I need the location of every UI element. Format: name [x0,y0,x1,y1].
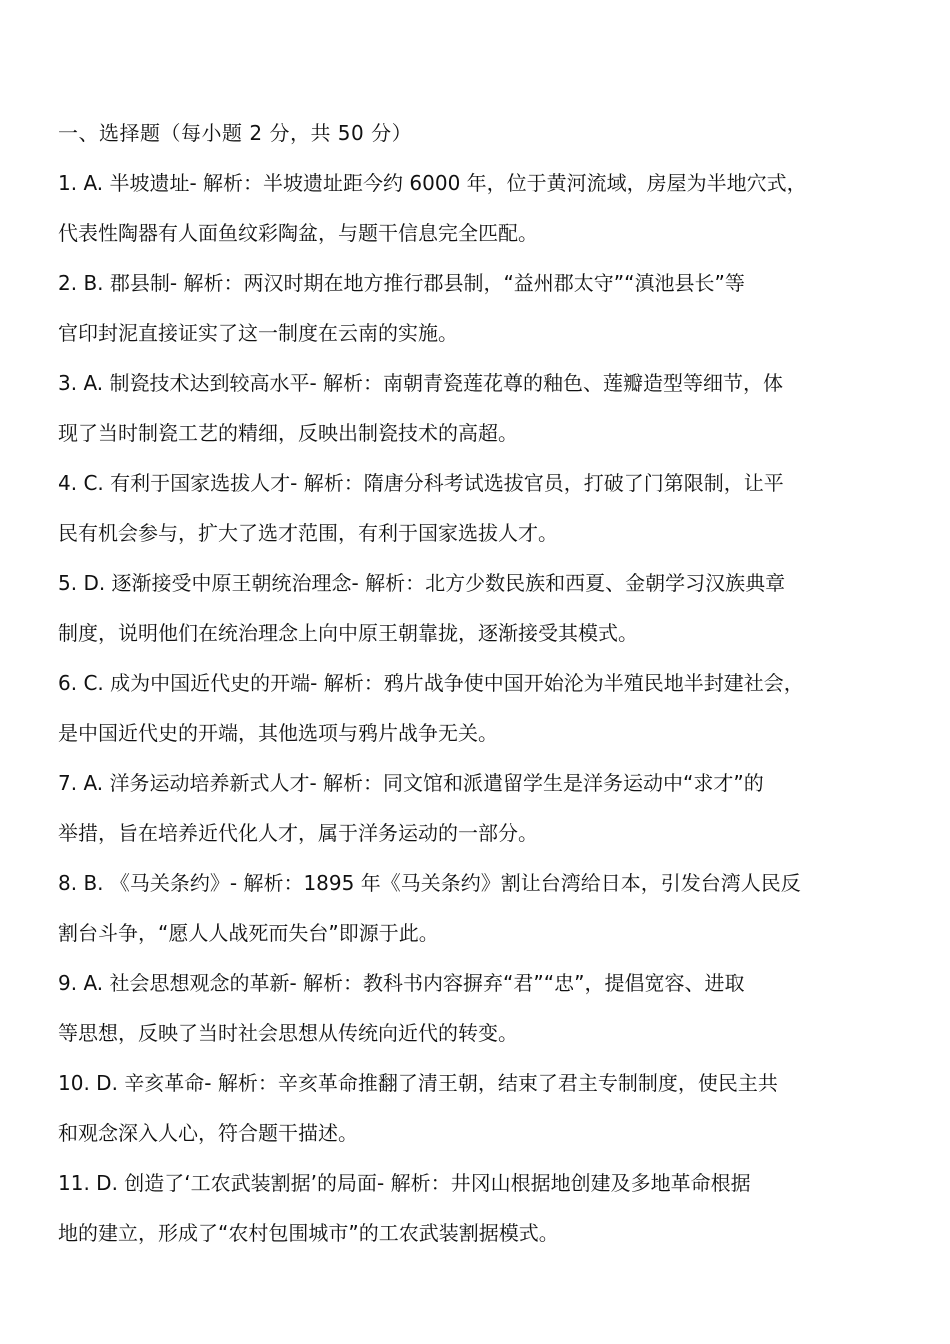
answer-4-line-1: 4. C. 有利于国家选拔人才- 解析：隋唐分科考试选拔官员，打破了门第限制，让平 [58,471,784,495]
answer-11-line-1: 11. D. 创造了‘工农武装割据’的局面- 解析：井冈山根据地创建及多地革命根据 [58,1171,751,1195]
answer-item-5 [58,558,896,658]
answer-item-2 [58,258,896,358]
answer-8-line-1: 8. B. 《马关条约》- 解析：1895 年《马关条约》割让台湾给日本，引发台湾人民反 [58,871,801,895]
answer-10-line-2: 和观念深入人心，符合题干描述。 [58,1121,358,1145]
answer-item-10 [58,1058,896,1158]
answer-1-line-2: 代表性陶器有人面鱼纹彩陶盆，与题干信息完全匹配。 [58,221,538,245]
answer-11-line-2: 地的建立，形成了“农村包围城市”的工农武装割据模式。 [58,1221,559,1245]
answer-8-line-2: 割台斗争，“愿人人战死而失台”即源于此。 [58,921,439,945]
answer-item-3 [58,358,896,458]
answer-2-line-1: 2. B. 郡县制- 解析：两汉时期在地方推行郡县制，“益州郡太守”“滇池县长”等 [58,271,745,295]
answer-item-8 [58,858,896,958]
answer-1-line-1: 1. A. 半坡遗址- 解析：半坡遗址距今约 6000 年，位于黄河流域，房屋为半地穴式， [58,171,807,195]
answer-4-line-2: 民有机会参与，扩大了选才范围，有利于国家选拔人才。 [58,521,558,545]
answer-2-line-2: 官印封泥直接证实了这一制度在云南的实施。 [58,321,458,345]
answer-5-line-1: 5. D. 逐渐接受中原王朝统治理念- 解析：北方少数民族和西夏、金朝学习汉族典章 [58,571,786,595]
answer-6-line-1: 6. C. 成为中国近代史的开端- 解析：鸦片战争使中国开始沦为半殖民地半封建社会， [58,671,804,695]
answer-item-9 [58,958,896,1058]
answer-item-7 [58,758,896,858]
answer-item-4 [58,458,896,558]
answer-5-line-2: 制度，说明他们在统治理念上向中原王朝靠拢，逐渐接受其模式。 [58,621,638,645]
answer-6-line-2: 是中国近代史的开端，其他选项与鸦片战争无关。 [58,721,498,745]
answer-3-line-1: 3. A. 制瓷技术达到较高水平- 解析：南朝青瓷莲花尊的釉色、莲瓣造型等细节，体 [58,371,784,395]
document-page [58,108,896,1258]
answer-7-line-1: 7. A. 洋务运动培养新式人才- 解析：同文馆和派遣留学生是洋务运动中“求才”的 [58,771,764,795]
answer-item-11 [58,1158,896,1258]
answer-3-line-2: 现了当时制瓷工艺的精细，反映出制瓷技术的高超。 [58,421,518,445]
section-title: 一、选择题（每小题 2 分，共 50 分） [58,121,413,145]
answer-item-1 [58,158,896,258]
answer-item-6 [58,658,896,758]
answer-10-line-1: 10. D. 辛亥革命- 解析：辛亥革命推翻了清王朝，结束了君主专制制度，使民主共 [58,1071,778,1095]
answer-9-line-1: 9. A. 社会思想观念的革新- 解析：教科书内容摒弃“君”“忠”，提倡宽容、进取 [58,971,745,995]
answer-9-line-2: 等思想，反映了当时社会思想从传统向近代的转变。 [58,1021,518,1045]
answer-7-line-2: 举措，旨在培养近代化人才，属于洋务运动的一部分。 [58,821,538,845]
